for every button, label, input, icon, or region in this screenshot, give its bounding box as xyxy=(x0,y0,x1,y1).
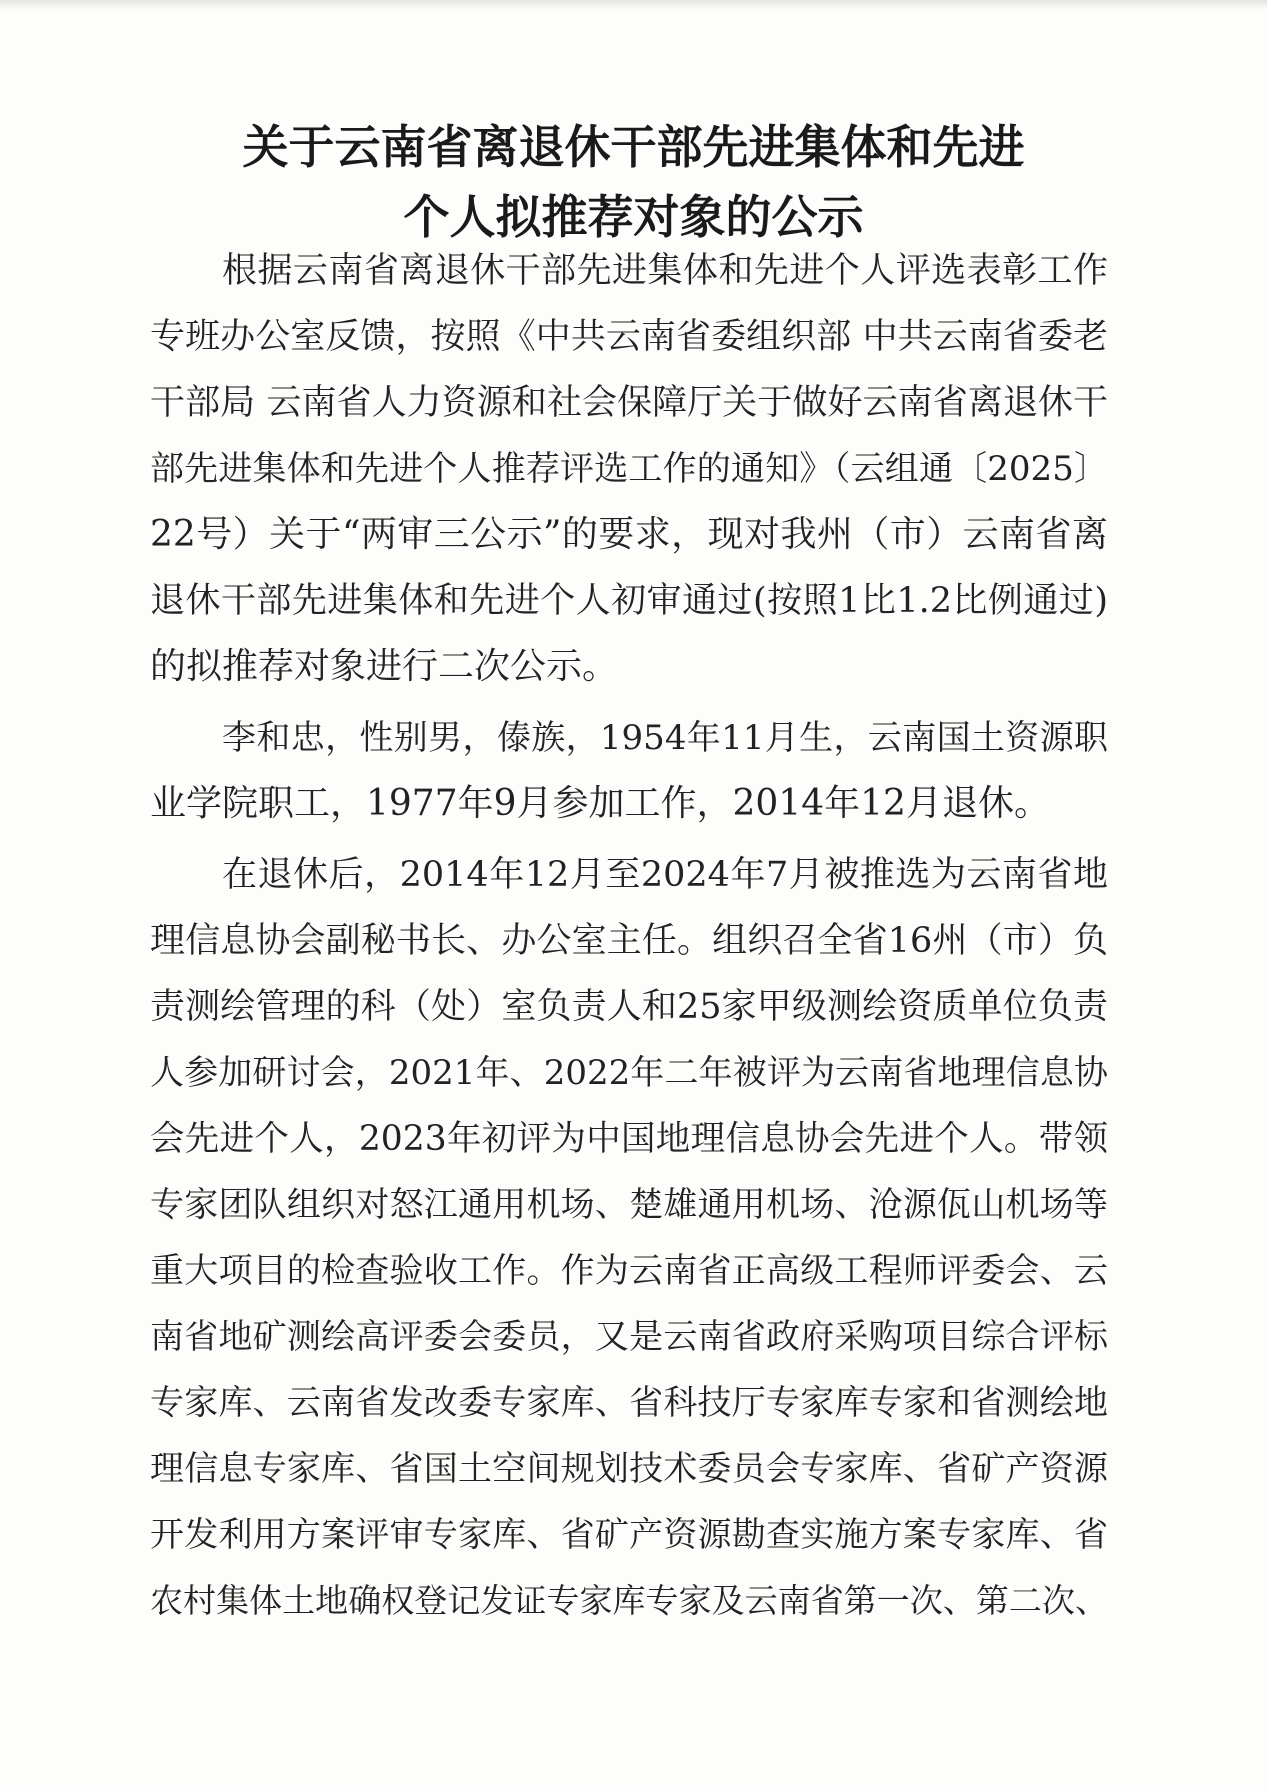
body-line: 的拟推荐对象进行二次公示。 xyxy=(150,646,619,687)
body-line: 会先进个人，2023年初评为中国地理信息协会先进个人。带领 xyxy=(150,1119,1108,1159)
body-line: 专班办公室反馈，按照《中共云南省委组织部 中共云南省委老 xyxy=(150,317,1108,357)
body-line: 部先进集体和先进个人推荐评选工作的通知》（云组通〔2025〕 xyxy=(150,449,1108,489)
body-line: 责测绘管理的科（处）室负责人和25家甲级测绘资质单位负责 xyxy=(150,987,1108,1027)
body-line: 专家库、云南省发改委专家库、省科技厅专家库专家和省测绘地 xyxy=(150,1383,1108,1423)
body-line: 业学院职工，1977年9月参加工作，2014年12月退休。 xyxy=(150,783,1050,824)
body-line: 重大项目的检查验收工作。作为云南省正高级工程师评委会、云 xyxy=(150,1251,1108,1291)
body-line: 专家团队组织对怒江通用机场、楚雄通用机场、沧源佤山机场等 xyxy=(150,1185,1108,1225)
body-line: 李和忠，性别男，傣族，1954年11月生，云南国土资源职 xyxy=(222,718,1108,758)
scan-top-edge xyxy=(0,0,1267,10)
document-title-line-2: 个人拟推荐对象的公示 xyxy=(403,190,864,244)
body-line: 干部局 云南省人力资源和社会保障厅关于做好云南省离退休干 xyxy=(150,383,1108,423)
body-line: 开发利用方案评审专家库、省矿产资源勘查实施方案专家库、省 xyxy=(150,1515,1108,1555)
body-line: 理信息协会副秘书长、办公室主任。组织召全省16州（市）负 xyxy=(150,921,1108,961)
document-title-line-1: 关于云南省离退休干部先进集体和先进 xyxy=(242,120,1025,174)
body-line: 根据云南省离退休干部先进集体和先进个人评选表彰工作 xyxy=(222,251,1108,291)
body-line: 理信息专家库、省国土空间规划技术委员会专家库、省矿产资源 xyxy=(150,1449,1108,1489)
body-line: 人参加研讨会，2021年、2022年二年被评为云南省地理信息协 xyxy=(150,1053,1108,1093)
body-line: 退休干部先进集体和先进个人初审通过(按照1比1.2比例通过) xyxy=(150,581,1108,621)
body-line: 在退休后，2014年12月至2024年7月被推选为云南省地 xyxy=(222,855,1108,895)
body-line: 农村集体土地确权登记发证专家库专家及云南省第一次、第二次、 xyxy=(150,1581,1108,1620)
body-line: 南省地矿测绘高评委会委员，又是云南省政府采购项目综合评标 xyxy=(150,1317,1108,1357)
body-line: 22号）关于“两审三公示”的要求，现对我州（市）云南省离 xyxy=(150,514,1108,555)
